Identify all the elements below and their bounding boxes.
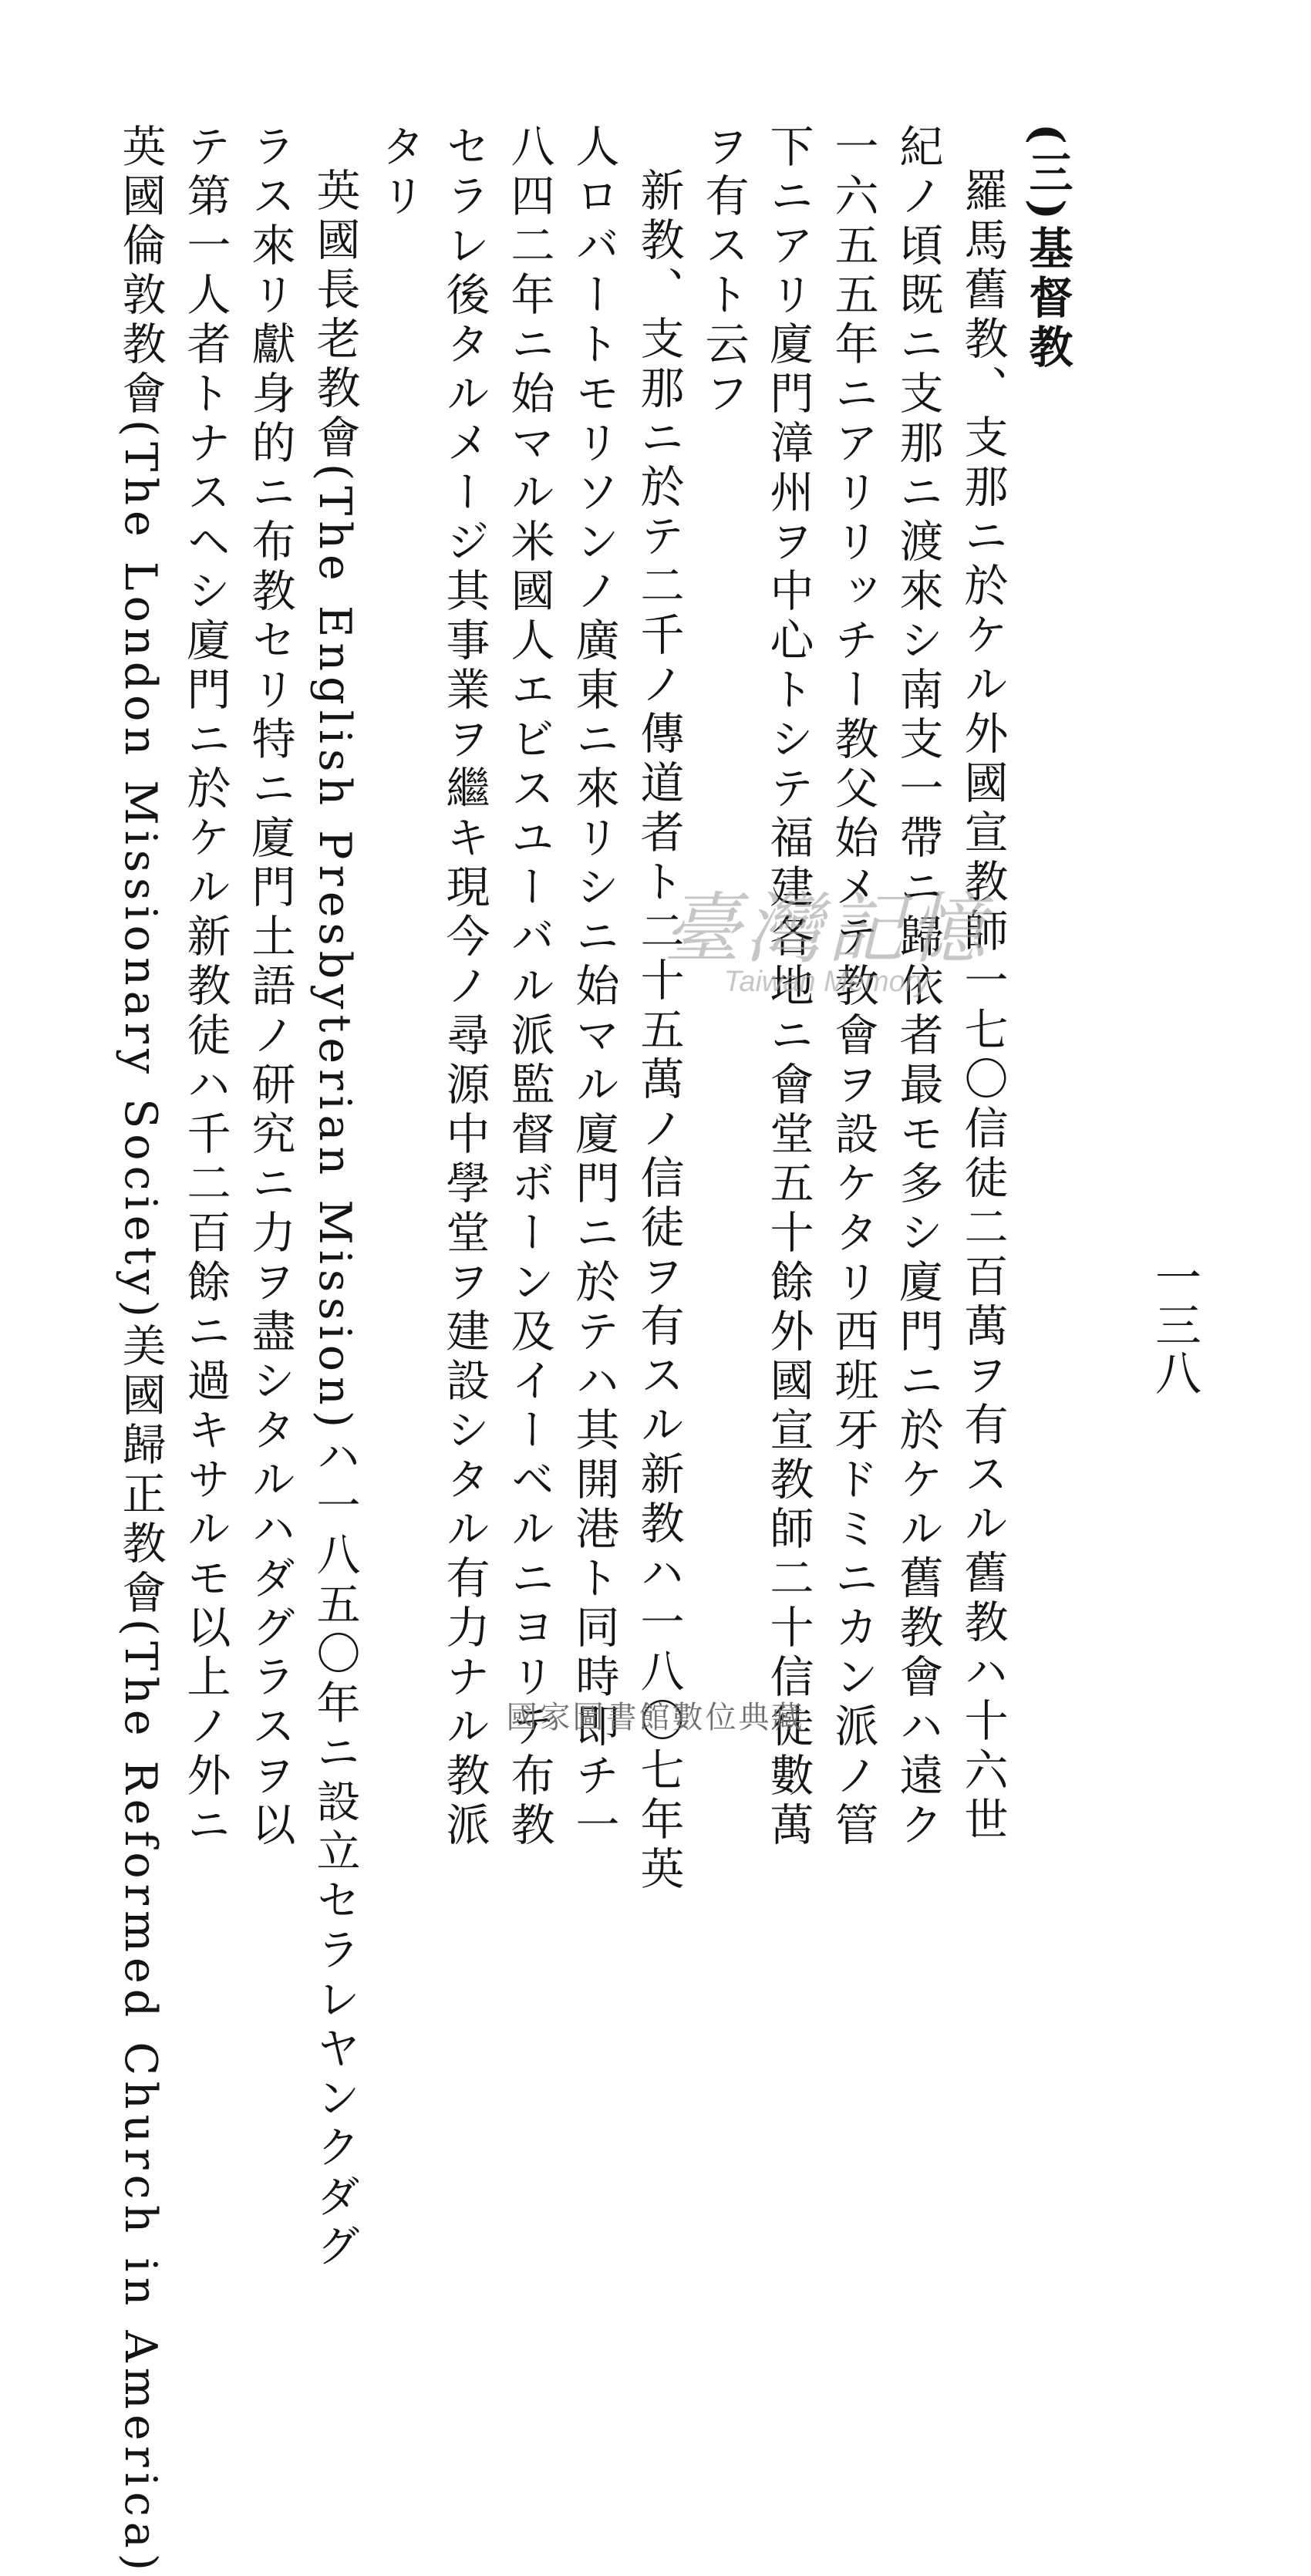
text-line: 英國長老教會(The English Presbyterian Mission)ハ一八五〇年ニ設立セラレヤンクダグ: [309, 167, 360, 2272]
text-line: 英國倫敦教會(The London Missionary Society)美國歸正教會(The Reformed Church in America): [115, 123, 166, 2576]
footer-credit: 國家圖書館數位典藏: [506, 1700, 805, 1735]
text-line: ラス來リ獻身的ニ布教セリ特ニ廈門土語ノ研究ニ力ヲ盡シタルハダグラスヲ以: [244, 123, 295, 1851]
text-line: セラレ後タルメージ其事業ヲ繼キ現今ノ尋源中學堂ヲ建設シタル有力ナル教派: [439, 123, 490, 1851]
text-line: 紀ノ頃既ニ支那ニ渡來シ南支一帶ニ歸依者最モ多シ廈門ニ於ケル舊教會ハ遠ク: [892, 123, 943, 1851]
text-line: テ第一人者トナスヘシ廈門ニ於ケル新教徒ハ千二百餘ニ過キサルモ以上ノ外ニ: [180, 123, 231, 1851]
text-line: 羅馬舊教、支那ニ於ケル外國宣教師一七〇信徒二百萬ヲ有スル舊教ハ十六世: [957, 167, 1008, 1846]
watermark-sub: Taiwan Memory: [723, 966, 930, 998]
text-line: 人ロバートモリソンノ廣東ニ來リシニ始マル廈門ニ於テハ其開港ト同時即チ一: [568, 123, 619, 1851]
watermark-main: 臺灣記憶: [663, 884, 990, 974]
page-number: 一三八: [1148, 1253, 1201, 1397]
text-line: 一六五五年ニアリリッチー教父始メテ教會ヲ設ケタリ西班牙ドミニカン派ノ管: [827, 123, 878, 1851]
text-line: 下ニアリ廈門漳州ヲ中心トシテ福建各地ニ會堂五十餘外國宣教師二十信徒數萬: [763, 123, 814, 1851]
text-line: タリ: [374, 123, 425, 222]
section-heading: (三)基督教: [1022, 123, 1073, 373]
watermark-logo: [663, 884, 990, 999]
text-line: 新教、支那ニ於テ二千ノ傳道者ト二十五萬ノ信徒ヲ有スル新教ハ一八〇七年英: [633, 167, 684, 1895]
text-line: ヲ有スト云フ: [698, 123, 749, 420]
text-line: 八四二年ニ始マル米國人エビスユーバル派監督ボーン及イーベルニヨリテ布教: [504, 123, 554, 1851]
